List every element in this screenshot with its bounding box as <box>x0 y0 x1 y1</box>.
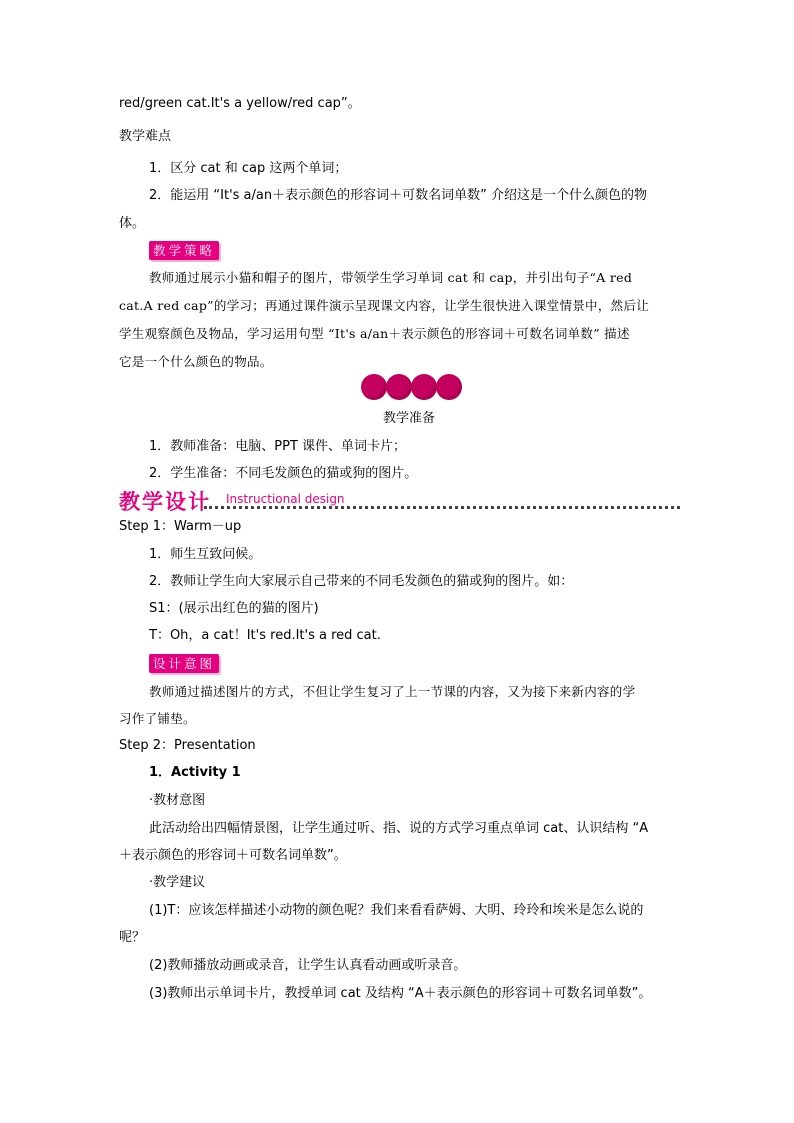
list-item: 2．能运用 “It's a/an＋表示颜色的形容词＋可数名词单数” 介绍这是一个什么颜色的物 <box>149 188 647 203</box>
dot-icon <box>386 374 412 400</box>
paragraph-line: ＋表示颜色的形容词＋可数名词单数”。 <box>119 848 347 863</box>
paragraph-line: (1)T：应该怎样描述小动物的颜色呢？我们来看看萨姆、大明、玲玲和埃米是怎么说的 <box>149 903 644 918</box>
list-item: 1．区分 cat 和 cap 这两个单词； <box>149 161 348 176</box>
paragraph-line: 呢？ <box>119 930 146 945</box>
subheading: ·教学建议 <box>149 875 206 890</box>
strategy-tag: 教学策略 <box>149 241 219 260</box>
list-item: 1．师生互致问候。 <box>149 547 262 562</box>
section-subtitle: Instructional design <box>226 492 345 506</box>
strategy-paragraph-line: 它是一个什么颜色的物品。 <box>119 354 273 369</box>
paragraph-line: (2)教师播放动画或录音，让学生认真看动画或听录音。 <box>149 958 467 973</box>
intent-tag: 设计意图 <box>149 654 219 673</box>
dialogue-line: S1：(展示出红色的猫的图片) <box>149 601 319 616</box>
dot-icon <box>361 374 387 400</box>
prep-title: 教学准备 <box>383 411 436 426</box>
strategy-paragraph-line: cat.A red cap”的学习；再通过课件演示呈现课文内容，让学生很快进入课堂情景中，然后让 <box>119 298 650 313</box>
step-heading: Step 1：Warm－up <box>119 519 242 534</box>
list-item: 2．学生准备：不同毛发颜色的猫或狗的图片。 <box>149 466 418 481</box>
dot-icon <box>411 374 437 400</box>
dotted-divider <box>204 506 680 509</box>
activity-heading: 1．Activity 1 <box>149 765 241 780</box>
strategy-paragraph-line: 学生观察颜色及物品，学习运用句型 “It's a/an＋表示颜色的形容词＋可数名词单数” 描述 <box>119 326 630 341</box>
strategy-paragraph-line: 教师通过展示小猫和帽子的图片，带领学生学习单词 cat 和 cap，并引出句子“A red <box>149 270 633 285</box>
dialogue-line: T：Oh，a cat！It's red.It's a red cat. <box>149 628 381 643</box>
section-heading-difficulty: 教学难点 <box>119 129 172 144</box>
intent-paragraph-line: 教师通过描述图片的方式，不但让学生复习了上一节课的内容，又为接下来新内容的学 <box>149 684 636 699</box>
list-item: 2．教师让学生向大家展示自己带来的不同毛发颜色的猫或狗的图片。如： <box>149 574 574 589</box>
paragraph-line: 此活动给出四幅情景图，让学生通过听、指、说的方式学习重点单词 cat、认识结构 “A <box>149 821 649 836</box>
text-line: 体。 <box>119 216 146 231</box>
section-title-design: 教学设计 <box>119 490 211 514</box>
paragraph-line: (3)教师出示单词卡片，教授单词 cat 及结构 “A＋表示颜色的形容词＋可数名词单数”。 <box>149 986 652 1001</box>
intent-paragraph-line: 习作了铺垫。 <box>119 711 196 726</box>
list-item: 1．教师准备：电脑、PPT 课件、单词卡片； <box>149 439 407 454</box>
subheading: ·教材意图 <box>149 793 206 808</box>
dot-icon <box>436 374 462 400</box>
decorative-dots <box>349 374 469 402</box>
text-line: red/green cat.It's a yellow/red cap”。 <box>119 96 361 111</box>
step-heading: Step 2：Presentation <box>119 738 256 753</box>
